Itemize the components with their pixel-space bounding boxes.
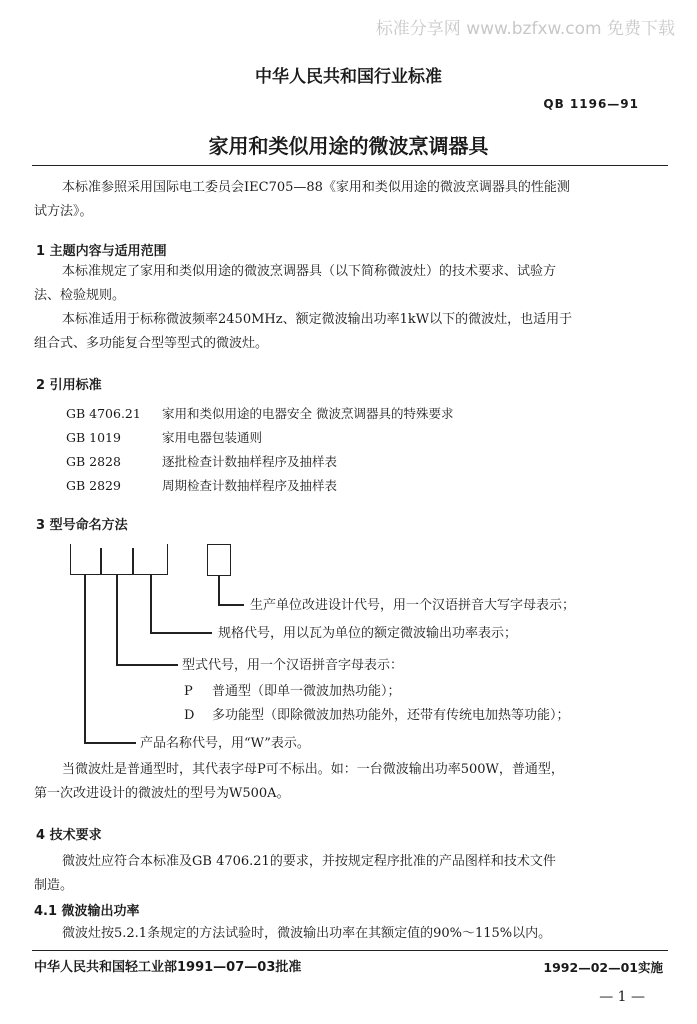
intro-line-2: 试方法》。 bbox=[34, 204, 93, 219]
s4-1-paragraph: 微波灶按5.2.1条规定的方法试验时，微波输出功率在其额定值的90%～115%以内。 bbox=[62, 926, 552, 941]
product-type-spec-box bbox=[70, 544, 168, 575]
type-option-desc: 普通型（即单一微波加热功能）； bbox=[212, 684, 401, 699]
leader-line bbox=[150, 575, 152, 633]
intro-line-1: 本标准参照采用国际电工委员会IEC705—88《家用和类似用途的微波烹调器具的性能测 bbox=[62, 180, 570, 195]
type-option bbox=[184, 706, 570, 726]
section-2-heading: 2 引用标准 bbox=[36, 378, 102, 393]
change-code-box bbox=[207, 544, 231, 576]
reference-item bbox=[66, 476, 337, 494]
s1-p2-line-2: 组合式、多功能复合型等型式的微波灶。 bbox=[34, 336, 269, 351]
example-line-2: 第一次改进设计的微波灶的型号为W500A。 bbox=[34, 786, 290, 801]
page-number: — 1 — bbox=[599, 989, 645, 1005]
product-code-label: 产品名称代号，用“W”表示。 bbox=[140, 736, 310, 751]
s1-p1-line-2: 法、检验规则。 bbox=[34, 288, 126, 303]
standard-code: QB 1196—91 bbox=[543, 97, 639, 111]
s1-p1-line-1: 本标准规定了家用和类似用途的微波烹调器具（以下简称微波灶）的技术要求、试验方 bbox=[62, 264, 557, 279]
leader-line bbox=[150, 632, 212, 634]
document-title: 家用和类似用途的微波烹调器具 bbox=[208, 134, 489, 158]
leader-line bbox=[116, 664, 178, 666]
leader-line bbox=[84, 575, 86, 743]
section-4-heading: 4 技术要求 bbox=[36, 828, 102, 843]
implementation-date: 1992—02—01实施 bbox=[543, 960, 663, 975]
footer-rule bbox=[32, 950, 668, 951]
reference-title: 周期检查计数抽样程序及抽样表 bbox=[162, 478, 338, 493]
reference-item bbox=[66, 428, 262, 446]
section-3-heading: 3 型号命名方法 bbox=[36, 518, 128, 533]
reference-code: GB 2829 bbox=[66, 478, 121, 493]
box-divider bbox=[132, 548, 134, 574]
leader-line bbox=[84, 742, 136, 744]
s1-p2-line-1: 本标准适用于标称微波频率2450MHz、额定微波输出功率1kW以下的微波灶，也适用于 bbox=[62, 312, 573, 327]
spec-code-label: 规格代号，用以瓦为单位的额定微波输出功率表示； bbox=[218, 626, 518, 641]
type-option-desc: 多功能型（即除微波加热功能外，还带有传统电加热等功能）； bbox=[212, 708, 570, 723]
reference-title: 家用电器包装通则 bbox=[162, 430, 263, 445]
change-code-label: 生产单位改进设计代号，用一个汉语拼音大写字母表示； bbox=[250, 598, 576, 613]
org-title: 中华人民共和国行业标准 bbox=[255, 67, 442, 87]
reference-code: GB 2828 bbox=[66, 454, 121, 469]
subsection-4-1-heading: 4.1 微波输出功率 bbox=[34, 904, 140, 919]
watermark: 标准分享网 www.bzfxw.com 免费下载 bbox=[375, 19, 675, 39]
leader-line bbox=[218, 604, 244, 606]
example-line-1: 当微波灶是普通型时，其代表字母P可不标出。如：一台微波输出功率500W，普通型， bbox=[62, 762, 564, 777]
leader-line bbox=[116, 575, 118, 665]
s4-p1-line-2: 制造。 bbox=[34, 878, 74, 893]
type-option-code: D bbox=[184, 708, 195, 723]
approval-date: 中华人民共和国轻工业部1991—07—03批准 bbox=[34, 960, 302, 975]
reference-title: 家用和类似用途的电器安全 微波烹调器具的特殊要求 bbox=[162, 406, 454, 421]
s4-p1-line-1: 微波灶应符合本标准及GB 4706.21的要求，并按规定程序批准的产品图样和技术文件 bbox=[62, 854, 556, 869]
title-rule bbox=[32, 165, 668, 166]
reference-item bbox=[66, 452, 337, 470]
box-divider bbox=[100, 548, 102, 574]
section-1-heading: 1 主题内容与适用范围 bbox=[36, 244, 167, 259]
reference-title: 逐批检查计数抽样程序及抽样表 bbox=[162, 454, 338, 469]
type-option-code: P bbox=[184, 684, 193, 699]
reference-code: GB 1019 bbox=[66, 430, 121, 445]
leader-line bbox=[218, 575, 220, 605]
reference-item bbox=[66, 404, 453, 422]
type-option bbox=[184, 682, 401, 702]
reference-code: GB 4706.21 bbox=[66, 406, 141, 421]
type-code-label: 型式代号，用一个汉语拼音字母表示： bbox=[182, 658, 404, 673]
